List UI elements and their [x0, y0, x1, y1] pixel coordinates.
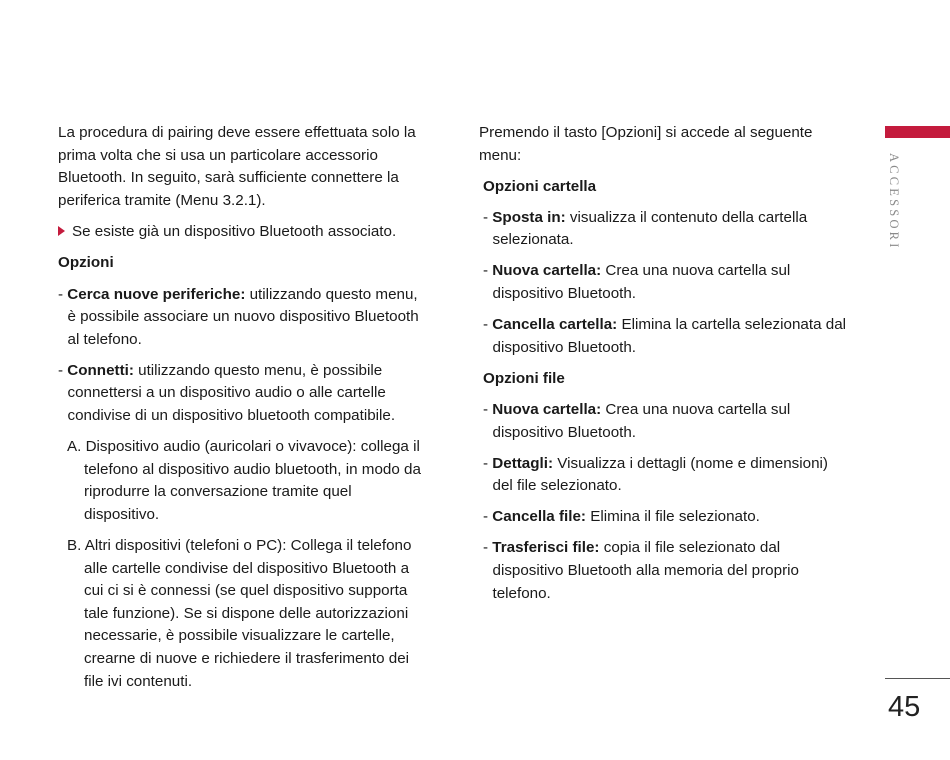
- file-option-item: - Nuova cartella: Crea una nuova cartella sul dispositivo Bluetooth.: [483, 400, 791, 441]
- folder-options-heading: Opzioni cartella: [483, 177, 597, 195]
- option-text: visualizza il contenuto della cartella selezionata.: [492, 208, 808, 249]
- option-text: Elimina il file selezionato.: [585, 508, 760, 526]
- option-term: Dettagli:: [492, 454, 554, 472]
- option-term: Nuova cartella:: [492, 262, 602, 280]
- option-text: copia il file selezionato dal dispositivo Bluetooth alla memoria del proprio telefono.: [492, 539, 799, 602]
- folder-option-item: - Cancella cartella: Elimina la cartella selezionata dal dispositivo Bluetooth.: [483, 316, 847, 356]
- file-option-item: - Cancella file: Elimina il file selezionato.: [483, 508, 760, 526]
- option-term: Connetti:: [67, 361, 134, 379]
- intro-paragraph: La procedura di pairing deve essere effettuata solo la prima volta che si usa un particolare accessorio Bluetooth. In seguito, sarà sufficiente connettere la periferica tramite (Menu 3.2.1).: [58, 124, 416, 209]
- folder-option-item: - Sposta in: visualizza il contenuto della cartella selezionata.: [483, 208, 808, 249]
- section-tab-label: ACCESSORI: [887, 153, 901, 251]
- option-term: Cancella file:: [492, 508, 586, 526]
- option-text: Crea una nuova cartella sul dispositivo Bluetooth.: [492, 262, 791, 303]
- triangle-bullet-icon: [58, 226, 65, 236]
- option-item: - Cerca nuove periferiche: utilizzando questo menu, è possibile associare un nuovo dispositivo Bluetooth al telefono.: [58, 285, 419, 348]
- option-text: utilizzando questo menu, è possibile connettersi a un dispositivo audio o alle cartelle condivise di un dispositivo bluetooth compatibile.: [67, 361, 396, 425]
- left-column: [58, 122, 430, 702]
- sub-item-a: A. Dispositivo audio (auricolari o vivavoce): collega il telefono al dispositivo audio bluetooth, in modo da riprodurre la conversazione tramite quel dispositivo.: [67, 438, 421, 523]
- option-term: Sposta in:: [492, 208, 566, 226]
- file-options-heading: Opzioni file: [483, 369, 565, 387]
- file-option-item: - Trasferisci file: copia il file selezionato dal dispositivo Bluetooth alla memoria del proprio telefono.: [483, 539, 799, 602]
- section-tab-bar: [885, 126, 950, 138]
- option-text: Elimina la cartella selezionata dal dispositivo Bluetooth.: [492, 316, 847, 356]
- right-intro: Premendo il tasto [Opzioni] si accede al seguente menu:: [479, 124, 813, 164]
- sub-item-b: B. Altri dispositivi (telefoni o PC): Collega il telefono alle cartelle condivise del dispositivo Bluetooth a cui ci si è connessi (se quel dispositivo supporta tale funzione). Se si dispone delle autorizzazioni necessarie, è possibile visualizzare le cartelle, crearne di nuove e richiedere il trasferimento dei file ivi contenuti.: [67, 537, 412, 690]
- option-term: Cerca nuove periferiche:: [67, 285, 246, 303]
- option-text: utilizzando questo menu, è possibile associare un nuovo dispositivo Bluetooth al telefono.: [67, 285, 419, 348]
- right-column: [479, 122, 851, 614]
- option-text: Crea una nuova cartella sul dispositivo Bluetooth.: [492, 400, 791, 441]
- option-term: Trasferisci file:: [492, 539, 600, 557]
- page-number: 45: [888, 691, 921, 723]
- note-text: Se esiste già un dispositivo Bluetooth associato.: [72, 222, 397, 240]
- option-item: - Connetti: utilizzando questo menu, è possibile connettersi a un dispositivo audio o alle cartelle condivise di un dispositivo bluetooth compatibile.: [58, 361, 396, 425]
- option-text: Visualizza i dettagli (nome e dimensioni) del file selezionato.: [492, 454, 828, 495]
- note-line: [58, 221, 430, 244]
- options-heading: Opzioni: [58, 254, 114, 272]
- file-option-item: - Dettagli: Visualizza i dettagli (nome e dimensioni) del file selezionato.: [483, 454, 828, 495]
- page-number-divider: [885, 678, 950, 679]
- folder-option-item: - Nuova cartella: Crea una nuova cartella sul dispositivo Bluetooth.: [483, 262, 791, 303]
- option-term: Nuova cartella:: [492, 400, 602, 418]
- option-term: Cancella cartella:: [492, 316, 618, 334]
